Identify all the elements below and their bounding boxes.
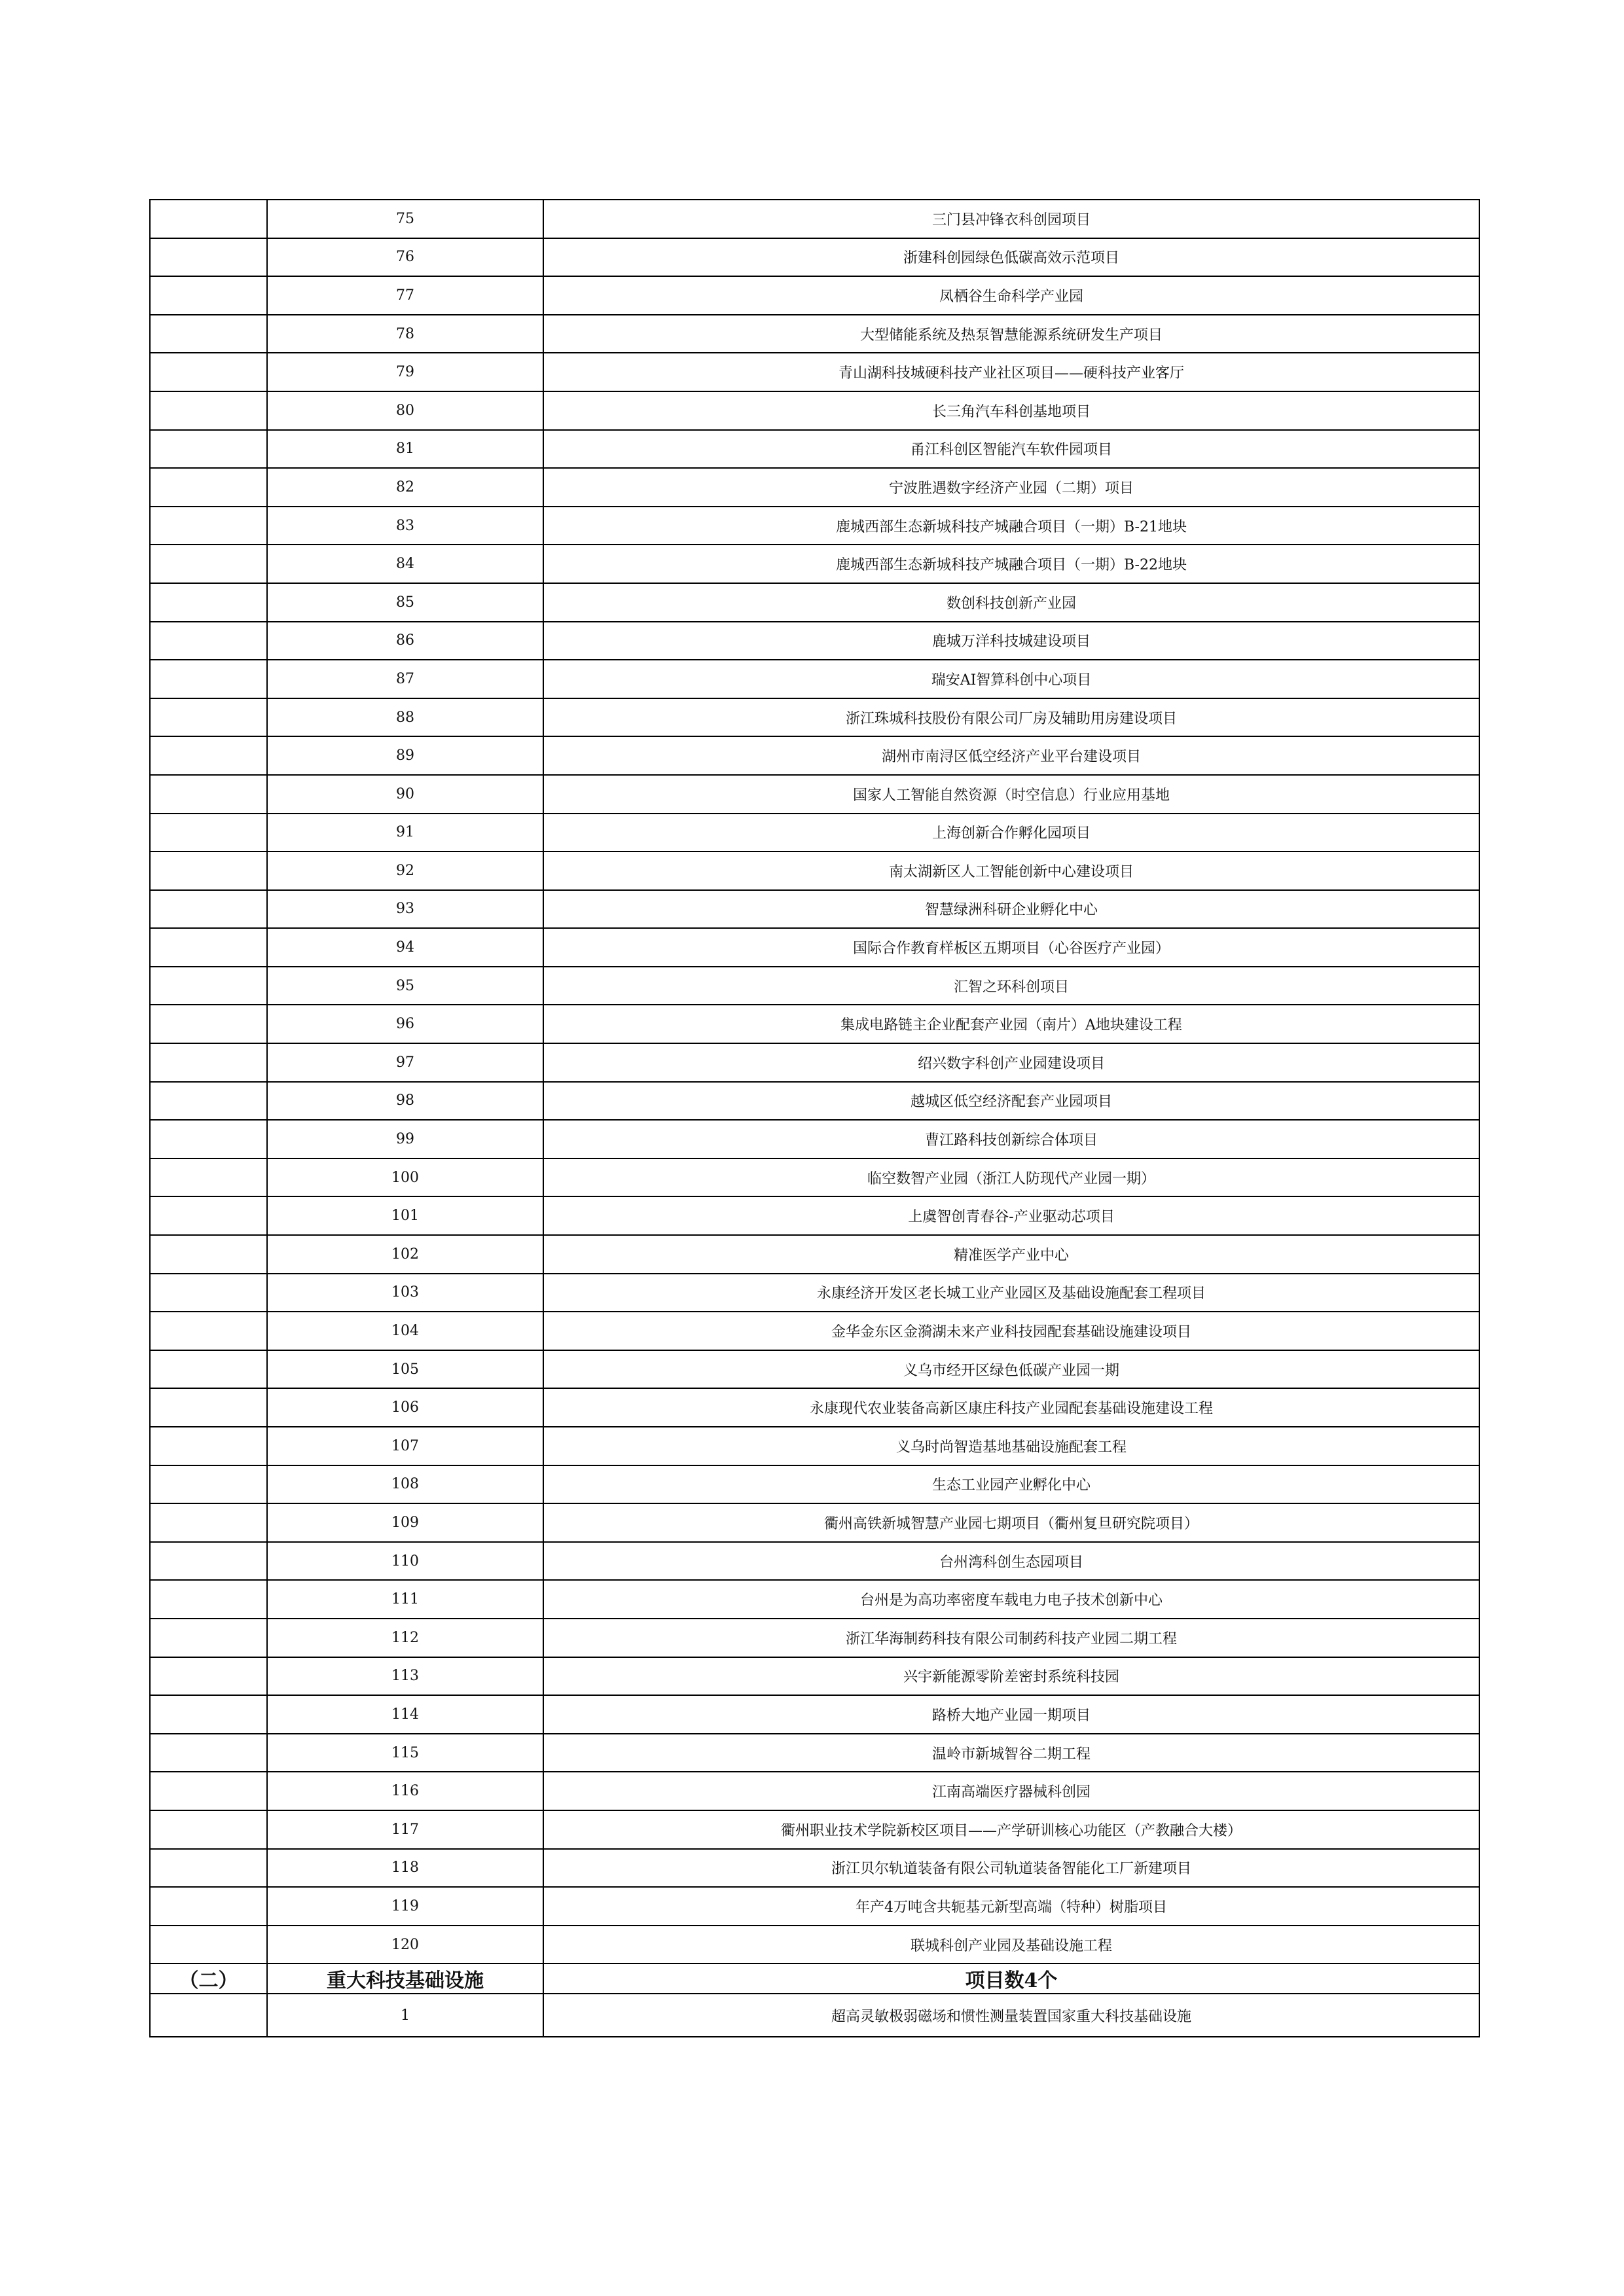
project-name: 鹿城西部生态新城科技产城融合项目（一期）B-21地块 — [543, 507, 1479, 545]
project-number: 108 — [267, 1465, 543, 1504]
table-row — [150, 1619, 1479, 1657]
project-name: 甬江科创区智能汽车软件园项目 — [543, 430, 1479, 469]
project-name: 国际合作教育样板区五期项目（心谷医疗产业园） — [543, 928, 1479, 967]
category-cell — [150, 276, 267, 315]
project-number: 119 — [267, 1887, 543, 1926]
project-number: 88 — [267, 698, 543, 737]
project-name: 长三角汽车科创基地项目 — [543, 391, 1479, 430]
category-cell — [150, 814, 267, 852]
project-name: 路桥大地产业园一期项目 — [543, 1695, 1479, 1734]
project-name: 浙江贝尔轨道装备有限公司轨道装备智能化工厂新建项目 — [543, 1849, 1479, 1888]
project-number: 109 — [267, 1503, 543, 1542]
project-number: 100 — [267, 1158, 543, 1197]
category-cell — [150, 200, 267, 238]
project-name: 浙江华海制药科技有限公司制药科技产业园二期工程 — [543, 1619, 1479, 1657]
project-table-body-part2 — [150, 1120, 1479, 1964]
project-number: 107 — [267, 1427, 543, 1465]
project-number: 82 — [267, 468, 543, 507]
project-name: 兴宇新能源零阶差密封系统科技园 — [543, 1657, 1479, 1696]
project-number: 113 — [267, 1657, 543, 1696]
section-header-row — [150, 1964, 1479, 1994]
project-name: 浙江珠城科技股份有限公司厂房及辅助用房建设项目 — [543, 698, 1479, 737]
project-number: 115 — [267, 1734, 543, 1772]
category-cell — [150, 1120, 267, 1158]
category-cell — [150, 1810, 267, 1849]
project-name: 联城科创产业园及基础设施工程 — [543, 1926, 1479, 1964]
project-name: 精准医学产业中心 — [543, 1235, 1479, 1274]
project-name: 青山湖科技城硬科技产业社区项目——硬科技产业客厅 — [543, 353, 1479, 391]
category-cell — [150, 1994, 267, 2037]
table-row — [150, 1542, 1479, 1581]
table-row — [150, 698, 1479, 737]
project-name: 临空数智产业园（浙江人防现代产业园一期） — [543, 1158, 1479, 1197]
table-row — [150, 622, 1479, 660]
project-name: 年产4万吨含共轭基元新型高端（特种）树脂项目 — [543, 1887, 1479, 1926]
section-items-body — [150, 1994, 1479, 2037]
project-name: 永康现代农业装备高新区康庄科技产业园配套基础设施建设工程 — [543, 1388, 1479, 1427]
table-row — [150, 1503, 1479, 1542]
table-row — [150, 1274, 1479, 1312]
category-cell — [150, 1427, 267, 1465]
category-cell — [150, 1887, 267, 1926]
table-row — [150, 775, 1479, 814]
category-cell — [150, 583, 267, 622]
project-number: 87 — [267, 660, 543, 698]
category-cell — [150, 1926, 267, 1964]
category-cell — [150, 622, 267, 660]
category-cell — [150, 468, 267, 507]
project-number: 78 — [267, 315, 543, 353]
project-number: 84 — [267, 545, 543, 583]
table-row — [150, 890, 1479, 929]
table-row — [150, 967, 1479, 1005]
table-row — [150, 1196, 1479, 1235]
project-name: 浙建科创园绿色低碳高效示范项目 — [543, 238, 1479, 277]
project-number: 117 — [267, 1810, 543, 1849]
category-cell — [150, 545, 267, 583]
table-row — [150, 928, 1479, 967]
table-row — [150, 736, 1479, 775]
table-row — [150, 1887, 1479, 1926]
project-name: 温岭市新城智谷二期工程 — [543, 1734, 1479, 1772]
category-cell — [150, 315, 267, 353]
project-number: 90 — [267, 775, 543, 814]
section-title: 重大科技基础设施 — [267, 1964, 543, 1994]
category-cell — [150, 1619, 267, 1657]
project-name: 三门县冲锋衣科创园项目 — [543, 200, 1479, 238]
table-row — [150, 1043, 1479, 1082]
table-row — [150, 1695, 1479, 1734]
table-row — [150, 1082, 1479, 1121]
project-number: 91 — [267, 814, 543, 852]
project-number: 106 — [267, 1388, 543, 1427]
project-name: 衢州高铁新城智慧产业园七期项目（衢州复旦研究院项目） — [543, 1503, 1479, 1542]
category-cell — [150, 852, 267, 890]
category-cell — [150, 1196, 267, 1235]
table-row — [150, 814, 1479, 852]
table-row — [150, 1158, 1479, 1197]
category-cell — [150, 238, 267, 277]
project-name: 金华金东区金漪湖未来产业科技园配套基础设施建设项目 — [543, 1312, 1479, 1350]
project-number: 95 — [267, 967, 543, 1005]
table-row — [150, 1005, 1479, 1043]
project-name: 生态工业园产业孵化中心 — [543, 1465, 1479, 1504]
project-number: 79 — [267, 353, 543, 391]
project-name: 智慧绿洲科研企业孵化中心 — [543, 890, 1479, 929]
category-cell — [150, 391, 267, 430]
project-number: 89 — [267, 736, 543, 775]
project-name: 鹿城万洋科技城建设项目 — [543, 622, 1479, 660]
category-cell — [150, 1005, 267, 1043]
project-number: 94 — [267, 928, 543, 967]
project-name: 永康经济开发区老长城工业产业园区及基础设施配套工程项目 — [543, 1274, 1479, 1312]
category-cell — [150, 430, 267, 469]
project-name: 曹江路科技创新综合体项目 — [543, 1120, 1479, 1158]
category-cell — [150, 1772, 267, 1810]
table-row — [150, 1312, 1479, 1350]
project-name: 集成电路链主企业配套产业园（南片）A地块建设工程 — [543, 1005, 1479, 1043]
table-row — [150, 391, 1479, 430]
project-name: 国家人工智能自然资源（时空信息）行业应用基地 — [543, 775, 1479, 814]
project-number: 83 — [267, 507, 543, 545]
project-number: 103 — [267, 1274, 543, 1312]
table-row — [150, 1580, 1479, 1619]
section-count: 项目数4个 — [543, 1964, 1479, 1994]
project-number: 77 — [267, 276, 543, 315]
project-number: 97 — [267, 1043, 543, 1082]
table-row — [150, 1657, 1479, 1696]
project-number: 1 — [267, 1994, 543, 2037]
project-number: 98 — [267, 1082, 543, 1121]
table-row — [150, 1465, 1479, 1504]
project-name: 衢州职业技术学院新校区项目——产学研训核心功能区（产教融合大楼） — [543, 1810, 1479, 1849]
table-row — [150, 1350, 1479, 1389]
table-row — [150, 1734, 1479, 1772]
table-row — [150, 852, 1479, 890]
project-name: 湖州市南浔区低空经济产业平台建设项目 — [543, 736, 1479, 775]
project-number: 120 — [267, 1926, 543, 1964]
project-number: 114 — [267, 1695, 543, 1734]
category-cell — [150, 1350, 267, 1389]
table-row — [150, 660, 1479, 698]
project-name: 瑞安AI智算科创中心项目 — [543, 660, 1479, 698]
category-cell — [150, 1235, 267, 1274]
project-name: 上海创新合作孵化园项目 — [543, 814, 1479, 852]
table-row — [150, 1235, 1479, 1274]
category-cell — [150, 1695, 267, 1734]
project-number: 93 — [267, 890, 543, 929]
project-name: 大型储能系统及热泵智慧能源系统研发生产项目 — [543, 315, 1479, 353]
project-number: 92 — [267, 852, 543, 890]
category-cell — [150, 1388, 267, 1427]
project-name: 超高灵敏极弱磁场和惯性测量装置国家重大科技基础设施 — [543, 1994, 1479, 2037]
table-row — [150, 1849, 1479, 1888]
category-cell — [150, 890, 267, 929]
project-name: 台州湾科创生态园项目 — [543, 1542, 1479, 1581]
project-number: 81 — [267, 430, 543, 469]
category-cell — [150, 698, 267, 737]
project-number: 86 — [267, 622, 543, 660]
project-name: 绍兴数字科创产业园建设项目 — [543, 1043, 1479, 1082]
table-row — [150, 507, 1479, 545]
project-number: 76 — [267, 238, 543, 277]
project-number: 96 — [267, 1005, 543, 1043]
category-cell — [150, 775, 267, 814]
project-name: 义乌时尚智造基地基础设施配套工程 — [543, 1427, 1479, 1465]
category-cell — [150, 1274, 267, 1312]
table-row — [150, 430, 1479, 469]
project-name: 汇智之环科创项目 — [543, 967, 1479, 1005]
category-cell — [150, 736, 267, 775]
category-cell — [150, 1657, 267, 1696]
project-number: 118 — [267, 1849, 543, 1888]
category-cell — [150, 1542, 267, 1581]
category-cell — [150, 1158, 267, 1197]
category-cell — [150, 928, 267, 967]
table-row — [150, 583, 1479, 622]
project-table — [149, 199, 1480, 2037]
table-row — [150, 315, 1479, 353]
table-row — [150, 276, 1479, 315]
project-name: 台州是为高功率密度车载电力电子技术创新中心 — [543, 1580, 1479, 1619]
project-name: 南太湖新区人工智能创新中心建设项目 — [543, 852, 1479, 890]
category-cell — [150, 1849, 267, 1888]
project-number: 116 — [267, 1772, 543, 1810]
category-cell — [150, 1503, 267, 1542]
project-name: 上虞智创青春谷-产业驱动芯项目 — [543, 1196, 1479, 1235]
category-cell — [150, 1465, 267, 1504]
table-row — [150, 1810, 1479, 1849]
category-cell — [150, 1734, 267, 1772]
table-row — [150, 1926, 1479, 1964]
project-name: 宁波胜遇数字经济产业园（二期）项目 — [543, 468, 1479, 507]
table-row — [150, 238, 1479, 277]
table-row — [150, 1388, 1479, 1427]
category-cell — [150, 967, 267, 1005]
category-cell — [150, 353, 267, 391]
project-name: 江南高端医疗器械科创园 — [543, 1772, 1479, 1810]
project-number: 101 — [267, 1196, 543, 1235]
table-row — [150, 468, 1479, 507]
project-name: 义乌市经开区绿色低碳产业园一期 — [543, 1350, 1479, 1389]
category-cell — [150, 1082, 267, 1121]
project-number: 99 — [267, 1120, 543, 1158]
project-number: 80 — [267, 391, 543, 430]
table-row — [150, 545, 1479, 583]
category-cell — [150, 1312, 267, 1350]
project-number: 75 — [267, 200, 543, 238]
table-row — [150, 1994, 1479, 2037]
project-number: 112 — [267, 1619, 543, 1657]
table-row — [150, 1427, 1479, 1465]
section-index: （二） — [150, 1964, 267, 1994]
project-name: 凤栖谷生命科学产业园 — [543, 276, 1479, 315]
project-number: 105 — [267, 1350, 543, 1389]
table-row — [150, 1772, 1479, 1810]
project-table-body-part1 — [150, 200, 1479, 1120]
project-number: 111 — [267, 1580, 543, 1619]
project-name: 鹿城西部生态新城科技产城融合项目（一期）B-22地块 — [543, 545, 1479, 583]
category-cell — [150, 1043, 267, 1082]
table-row — [150, 200, 1479, 238]
project-name: 数创科技创新产业园 — [543, 583, 1479, 622]
project-number: 104 — [267, 1312, 543, 1350]
category-cell — [150, 507, 267, 545]
project-number: 102 — [267, 1235, 543, 1274]
category-cell — [150, 1580, 267, 1619]
table-row — [150, 353, 1479, 391]
project-name: 越城区低空经济配套产业园项目 — [543, 1082, 1479, 1121]
project-number: 110 — [267, 1542, 543, 1581]
section-header-body — [150, 1964, 1479, 1994]
project-number: 85 — [267, 583, 543, 622]
category-cell — [150, 660, 267, 698]
table-row — [150, 1120, 1479, 1158]
